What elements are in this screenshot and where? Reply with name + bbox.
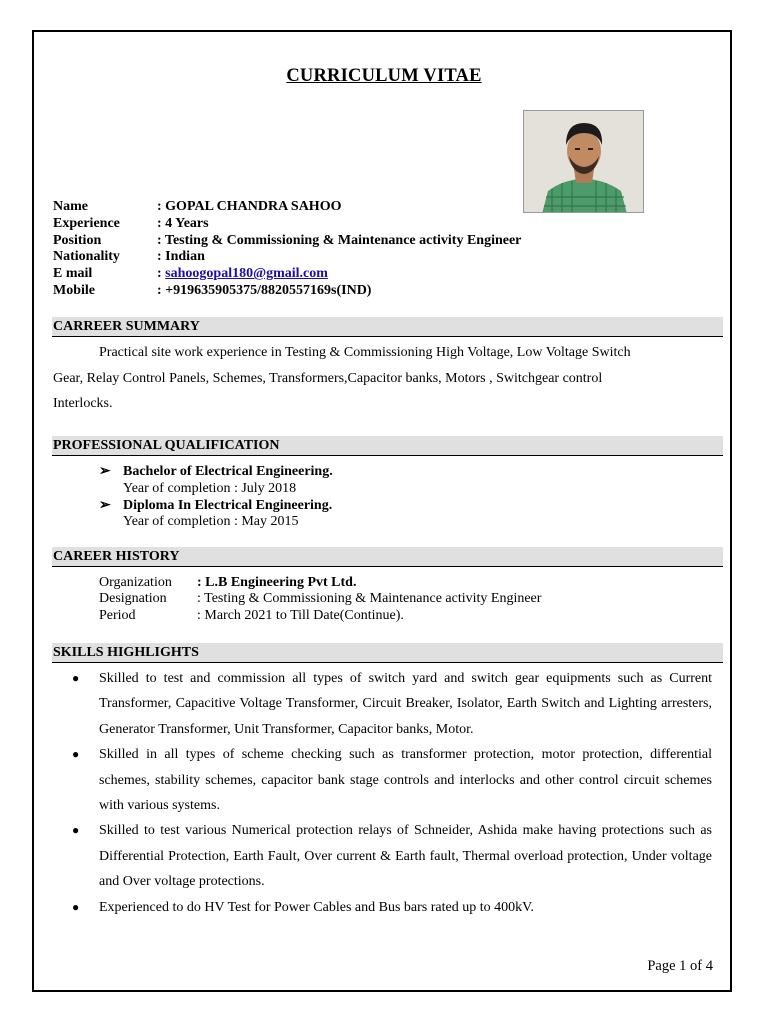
email-label: E mail (53, 266, 93, 282)
period-row (99, 608, 541, 624)
summary-line: Gear, Relay Control Panels, Schemes, Transformers,Capacitor banks, Motors , Switchgear control (53, 370, 603, 386)
skill-text: Experienced to do HV Test for Power Cables and Bus bars rated up to 400kV. (99, 899, 534, 915)
name-label: Name (53, 199, 88, 214)
organization-label: Organization (99, 575, 172, 590)
organization-row (99, 575, 541, 591)
name-value: : GOPAL CHANDRA SAHOO (157, 199, 342, 214)
degree-title: Bachelor of Electrical Engineering. (123, 464, 333, 479)
bullet-icon: ● (72, 823, 80, 838)
summary-text (53, 340, 723, 417)
mobile-value: : +919635905375/8820557169s(IND) (157, 282, 372, 298)
experience-value: : 4 Years (157, 215, 209, 231)
skill-text: Skilled to test and commission all types of switch yard and switch gear equipments such as Current Transformer, Capacitive Voltage Transformer, Circuit Breaker, Isolator, Earth Switch and Lighting arresters, Generator Transformer, Unit Transformer, Capacitor banks, Motor. (99, 671, 712, 737)
email-link[interactable]: sahoogopal180@gmail.com (165, 266, 328, 282)
skill-item (72, 895, 712, 920)
degree-year: Year of completion : July 2018 (123, 480, 297, 496)
summary-line: Practical site work experience in Testing & Commissioning High Voltage, Low Voltage Switch (99, 345, 631, 360)
period-value: : March 2021 to Till Date(Continue). (197, 607, 404, 623)
mobile-row (53, 283, 521, 300)
skill-item (72, 818, 712, 894)
skill-item (72, 666, 712, 742)
qualification-heading: PROFESSIONAL QUALIFICATION (52, 436, 723, 456)
nationality-value: : Indian (157, 249, 205, 265)
email-prefix: : (157, 266, 166, 282)
degree-year: Year of completion : May 2015 (123, 514, 299, 530)
email-row (53, 266, 521, 283)
skills-heading: SKILLS HIGHLIGHTS (52, 643, 723, 663)
name-row (53, 199, 521, 216)
qualification-list (99, 464, 333, 531)
document-title: CURRICULUM VITAE (286, 66, 482, 86)
page-number: Page 1 of 4 (647, 958, 713, 974)
nationality-row (53, 249, 521, 266)
qualification-item (99, 464, 333, 498)
period-label: Period (99, 607, 136, 623)
bullet-icon: ● (72, 899, 80, 914)
position-label: Position (53, 232, 102, 248)
history-details (99, 575, 541, 624)
skill-text: Skilled to test various Numerical protection relays of Schneider, Ashida make having protections such as Differential Protection, Earth Fault, Over current & Earth fault, Thermal overload protection, Under voltage and Over voltage protections. (99, 823, 712, 890)
arrow-bullet-icon: ➢ (99, 464, 111, 479)
position-value: : Testing & Commissioning & Maintenance activity Engineer (157, 232, 522, 248)
profile-photo (523, 110, 644, 213)
organization-value: : L.B Engineering Pvt Ltd. (197, 575, 357, 590)
skill-text: Skilled in all types of scheme checking such as transformer protection, motor protection, differential schemes, stability schemes, capacitor bank stage controls and interlocks and other control circuit schemes with various systems. (99, 747, 712, 814)
summary-line: Interlocks. (53, 396, 113, 411)
qualification-item (99, 498, 333, 532)
designation-value: : Testing & Commissioning & Maintenance activity Engineer (197, 591, 542, 607)
bullet-icon: ● (72, 671, 80, 685)
experience-label: Experience (53, 215, 120, 231)
nationality-label: Nationality (53, 249, 120, 265)
skills-list (72, 666, 712, 920)
position-row (53, 233, 521, 250)
arrow-bullet-icon: ➢ (99, 497, 111, 513)
history-heading: CAREER HISTORY (52, 547, 723, 567)
mobile-label: Mobile (53, 282, 95, 298)
experience-row (53, 216, 521, 233)
designation-row (99, 591, 541, 607)
degree-title: Diploma In Electrical Engineering. (123, 497, 333, 513)
summary-heading: CARREER SUMMARY (52, 317, 723, 337)
bullet-icon: ● (72, 747, 80, 762)
personal-details (53, 199, 521, 300)
designation-label: Designation (99, 591, 167, 607)
skill-item (72, 742, 712, 818)
